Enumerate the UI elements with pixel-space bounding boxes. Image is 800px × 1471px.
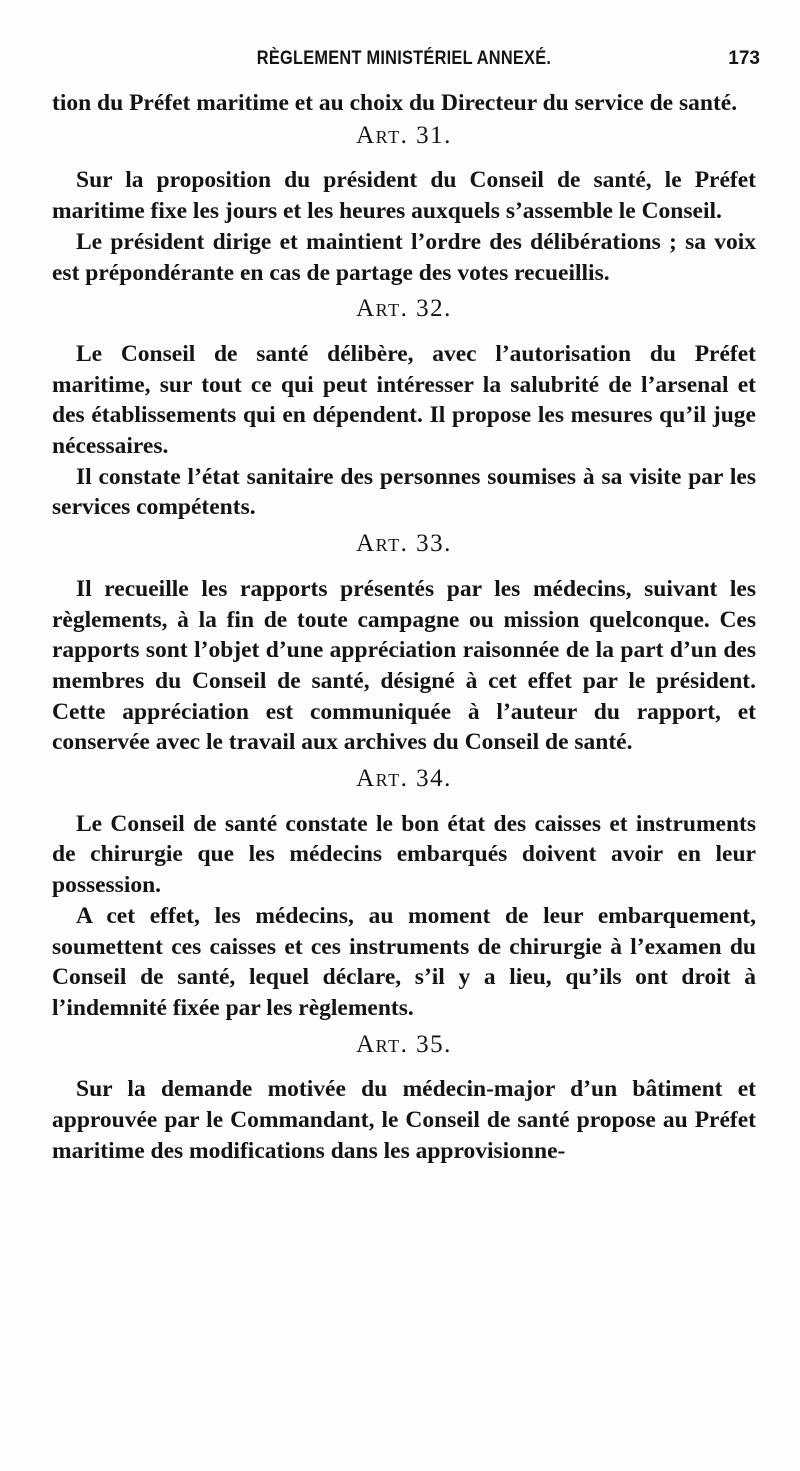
article-35-paragraph-1: Sur la demande motivée du médecin-major d’un bâtiment et approuvée par le Commandant, le Conseil de santé propose au Préfet maritime des modifications dans les approvisionne-	[52, 1076, 756, 1164]
article-32-heading: Art. 32.	[356, 295, 452, 323]
article-34-heading: Art. 34.	[356, 765, 452, 793]
article-32-paragraph-2: Il constate l’état sanitaire des personnes soumises à sa visite par les services compétents.	[52, 463, 756, 521]
article-32-paragraph-1: Le Conseil de santé délibère, avec l’autorisation du Préfet maritime, sur tout ce qui peut intéresser la salubrité de l’arsenal et des établissements qui en dépendent. Il propose les mesures qu’il juge nécessaires.	[52, 340, 756, 460]
body-text	[52, 88, 756, 1167]
intro-paragraph: tion du Préfet maritime et au choix du Directeur du service de santé.	[52, 90, 738, 116]
article-35-heading: Art. 35.	[356, 1030, 452, 1058]
running-title: RÈGLEMENT MINISTÉRIEL ANNEXÉ.	[256, 48, 552, 69]
article-34-paragraph-2: A cet effet, les médecins, au moment de leur embarquement, soumettent ces caisses et ces instruments de chirurgie à l’examen du Conseil de santé, lequel déclare, s’il y a lieu, qu’ils ont droit à l’indemnité fixée par les règlements.	[52, 902, 756, 1021]
article-33-heading: Art. 33.	[356, 530, 452, 558]
article-31-paragraph-1: Sur la proposition du président du Conseil de santé, le Préfet maritime fixe les jours et les heures auxquels s’assemble le Conseil.	[52, 167, 756, 225]
article-31-paragraph-2: Le président dirige et maintient l’ordre des délibérations ; sa voix est prépondérante en cas de partage des votes recueillis.	[52, 228, 756, 286]
page-header	[48, 48, 760, 78]
article-34-paragraph-1: Le Conseil de santé constate le bon état des caisses et instruments de chirurgie que les médecins embarqués doivent avoir en leur possession.	[52, 810, 756, 899]
article-33-paragraph-1: Il recueille les rapports présentés par les médecins, suivant les règlements, à la fin de toute campagne ou mission quelconque. Ces rapports sont l’objet d’une appréciation raisonnée de la part d’un des membres du Conseil de santé, désigné à cet effet par le président. Cette appréciation est communiquée à l’auteur du rapport, et conservée avec le travail aux archives du Conseil de santé.	[52, 575, 756, 756]
article-31-heading: Art. 31.	[356, 121, 452, 149]
page-number: 173	[728, 48, 760, 69]
